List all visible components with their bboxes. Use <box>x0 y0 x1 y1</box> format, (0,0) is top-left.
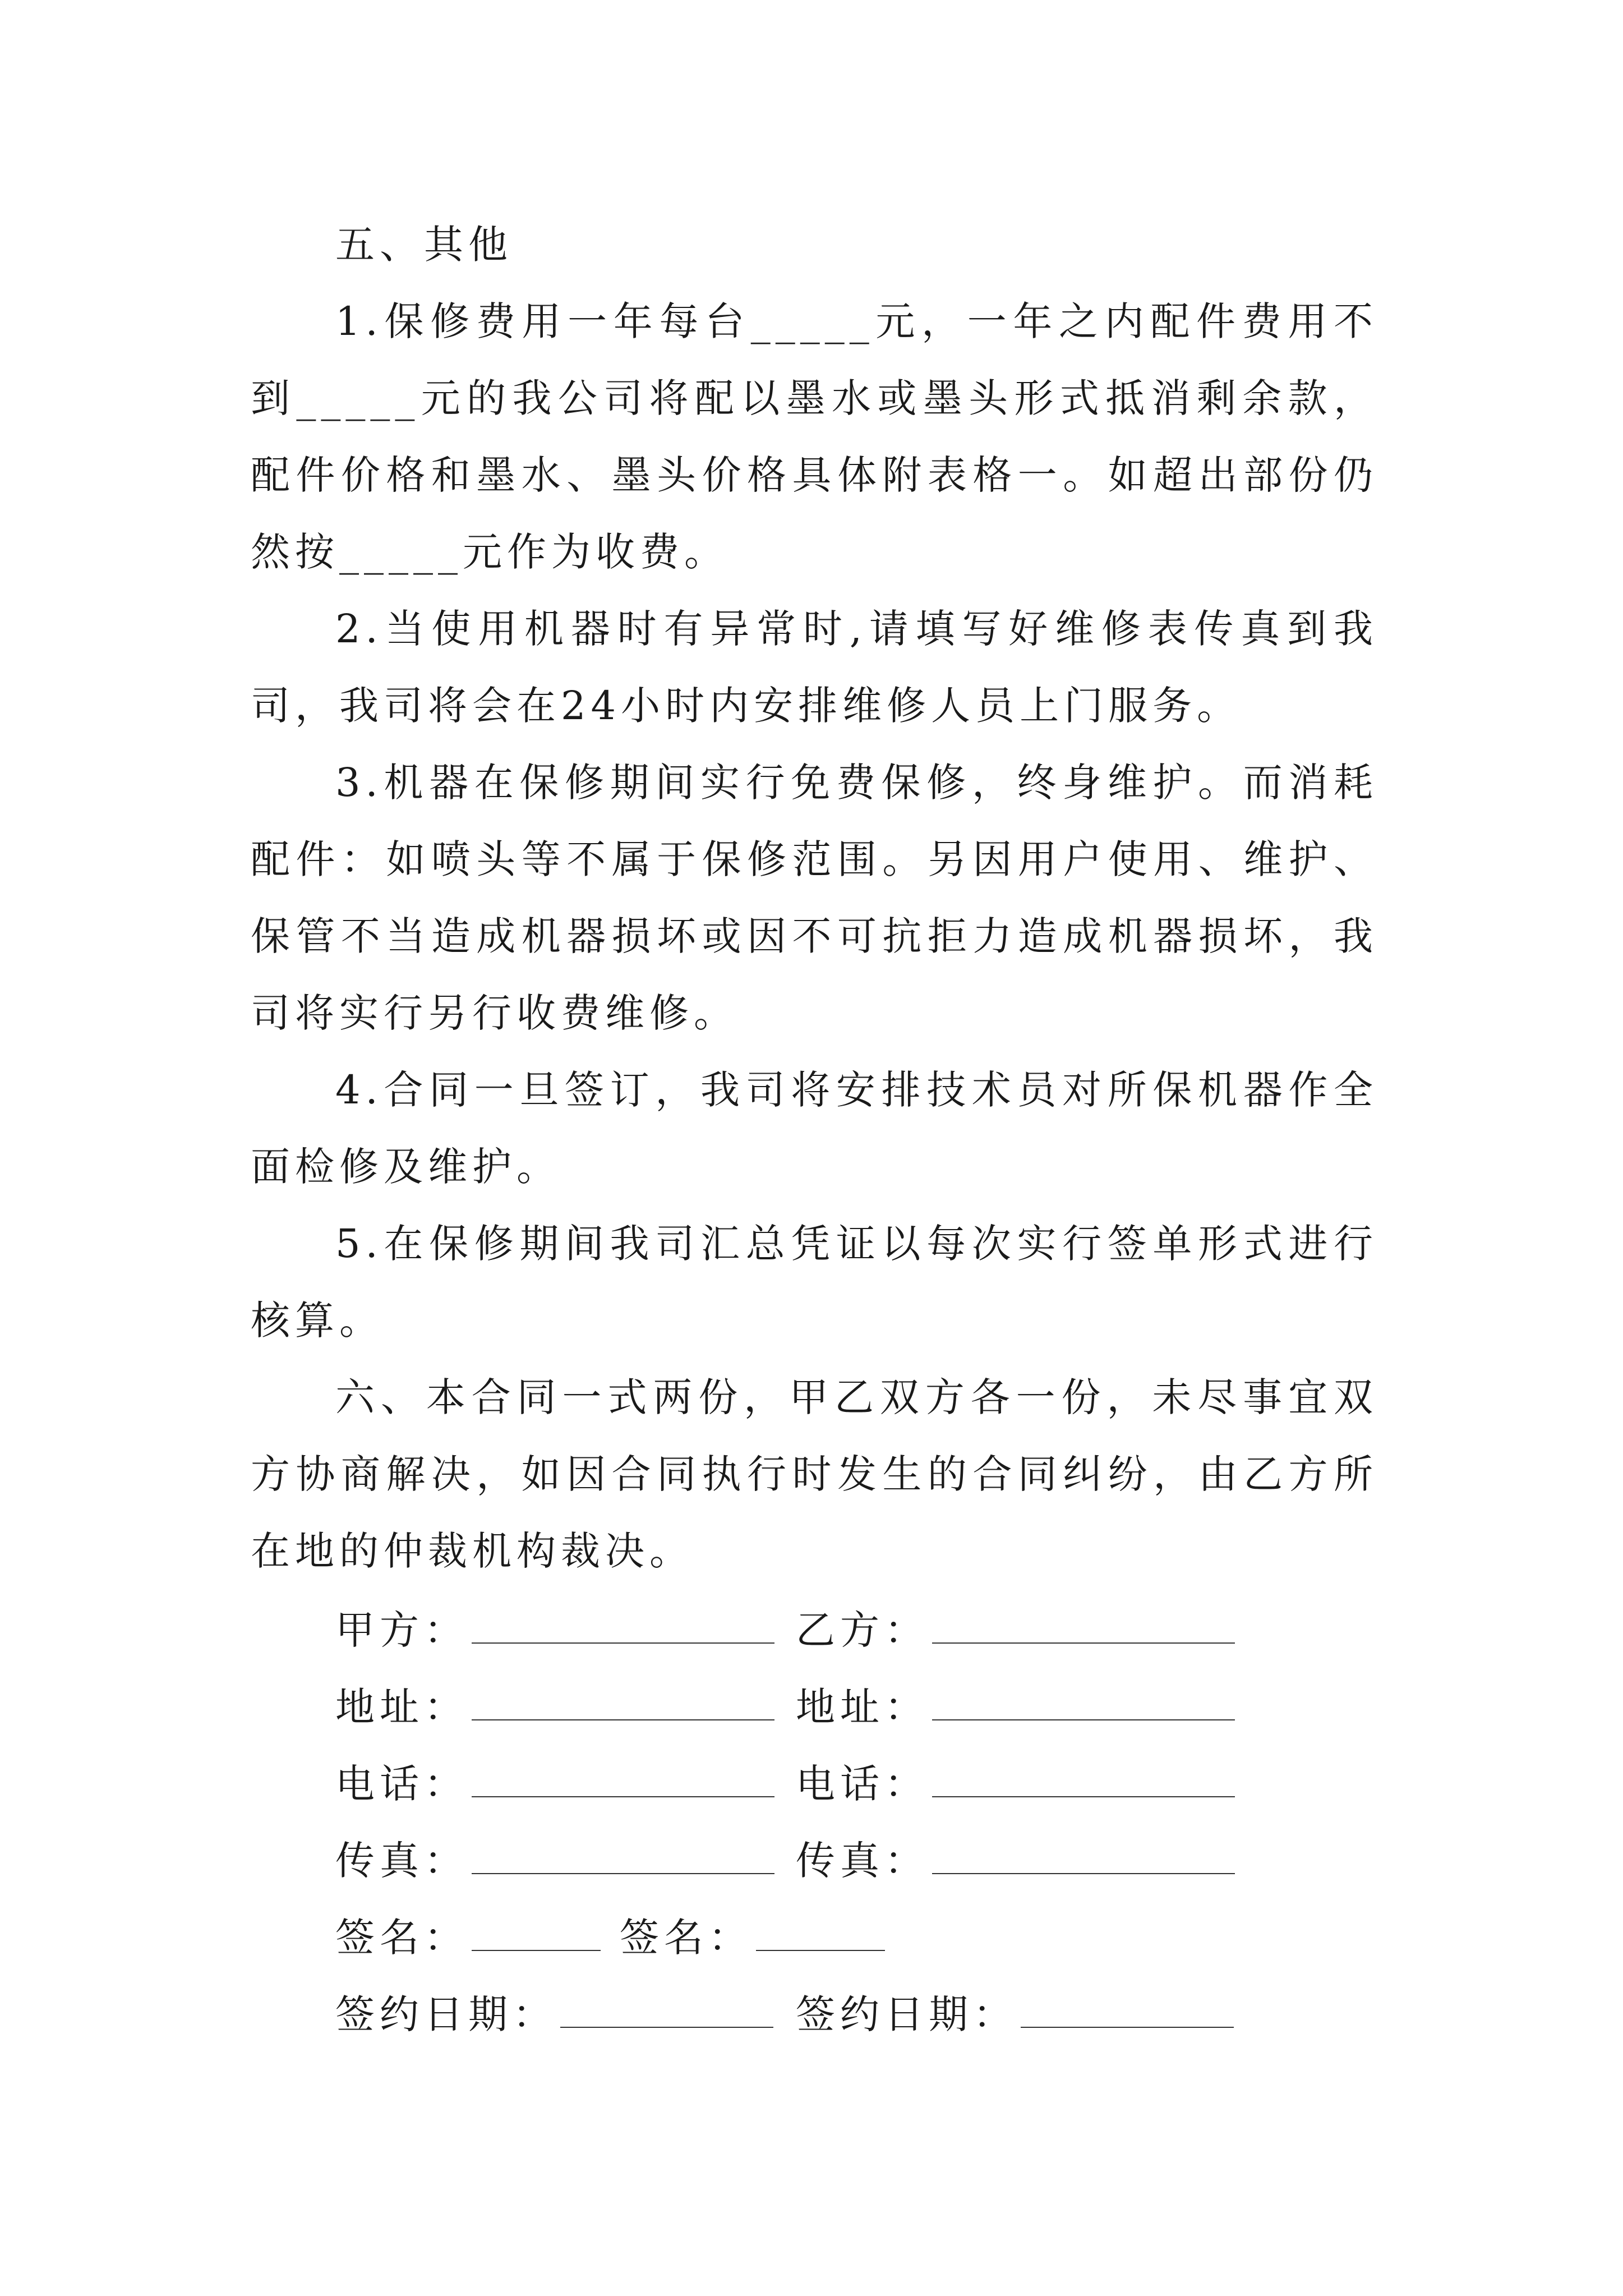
address-a-label: 地址： <box>335 1684 468 1730</box>
address-a-blank[interactable] <box>472 1674 774 1720</box>
party-b-blank[interactable] <box>932 1598 1235 1644</box>
document-page <box>251 206 1378 2053</box>
date-a-blank[interactable] <box>560 1982 773 2028</box>
fax-b-field <box>796 1823 1235 1899</box>
clause-1: 1.保修费用一年每台_____元，一年之内配件费用不到_____元的我公司将配以墨水或墨头形式抵消剩余款，配件价格和墨水、墨头价格具体附表格一。如超出部份仍然按_____元作为收费。 <box>251 298 1378 575</box>
clause-5: 5.在保修期间我司汇总凭证以每次实行签单形式进行核算。 <box>251 1221 1378 1343</box>
signature-row-fax <box>251 1823 1378 1899</box>
fax-b-blank[interactable] <box>932 1828 1235 1874</box>
section-five-heading: 五、其他 <box>335 222 513 268</box>
sign-b-label: 签名： <box>620 1915 753 1961</box>
party-b-label: 乙方： <box>796 1607 929 1653</box>
clause-4: 4.合同一旦签订，我司将安排技术员对所保机器作全面检修及维护。 <box>251 1067 1378 1190</box>
party-b-field <box>796 1592 1235 1669</box>
fax-a-blank[interactable] <box>472 1828 774 1874</box>
phone-a-blank[interactable] <box>472 1751 774 1797</box>
phone-a-label: 电话： <box>335 1761 468 1807</box>
signature-row-party <box>251 1592 1378 1669</box>
signature-block <box>251 1592 1378 2053</box>
date-b-label: 签约日期： <box>796 1991 1017 2037</box>
date-a-field <box>335 1976 773 2053</box>
date-b-blank[interactable] <box>1021 1982 1234 2028</box>
signature-row-phone <box>251 1746 1378 1823</box>
clause-3: 3.机器在保修期间实行免费保修，终身维护。而消耗配件：如喷头等不属于保修范围。另因用户使用、维护、保管不当造成机器损坏或因不可抗拒力造成机器损坏，我司将实行另行收费维修。 <box>251 760 1378 1036</box>
signature-row-address <box>251 1669 1378 1746</box>
sign-b-field <box>620 1899 885 1976</box>
section-six-text: 六、本合同一式两份，甲乙双方各一份，未尽事宜双方协商解决，如因合同执行时发生的合同纠纷，由乙方所在地的仲裁机构裁决。 <box>251 1374 1378 1574</box>
date-a-label: 签约日期： <box>335 1991 557 2037</box>
party-a-label: 甲方： <box>335 1607 468 1653</box>
signature-row-sign <box>251 1899 1378 1976</box>
address-b-field <box>796 1669 1235 1746</box>
clause-2: 2.当使用机器时有异常时,请填写好维修表传真到我司，我司将会在24小时内安排维修人员上门服务。 <box>251 606 1378 729</box>
sign-a-blank[interactable] <box>472 1905 601 1951</box>
party-a-field <box>335 1592 774 1669</box>
address-b-blank[interactable] <box>932 1674 1235 1720</box>
sign-a-field <box>335 1899 601 1976</box>
date-b-field <box>796 1976 1234 2053</box>
address-b-label: 地址： <box>796 1684 929 1730</box>
phone-a-field <box>335 1746 774 1823</box>
phone-b-label: 电话： <box>796 1761 929 1807</box>
phone-b-blank[interactable] <box>932 1751 1235 1797</box>
party-a-blank[interactable] <box>472 1598 774 1644</box>
sign-a-label: 签名： <box>335 1915 468 1961</box>
fax-a-field <box>335 1823 774 1899</box>
fax-b-label: 传真： <box>796 1838 929 1884</box>
fax-a-label: 传真： <box>335 1838 468 1884</box>
signature-row-date <box>251 1976 1378 2053</box>
phone-b-field <box>796 1746 1235 1823</box>
sign-b-blank[interactable] <box>756 1905 885 1951</box>
address-a-field <box>335 1669 774 1746</box>
